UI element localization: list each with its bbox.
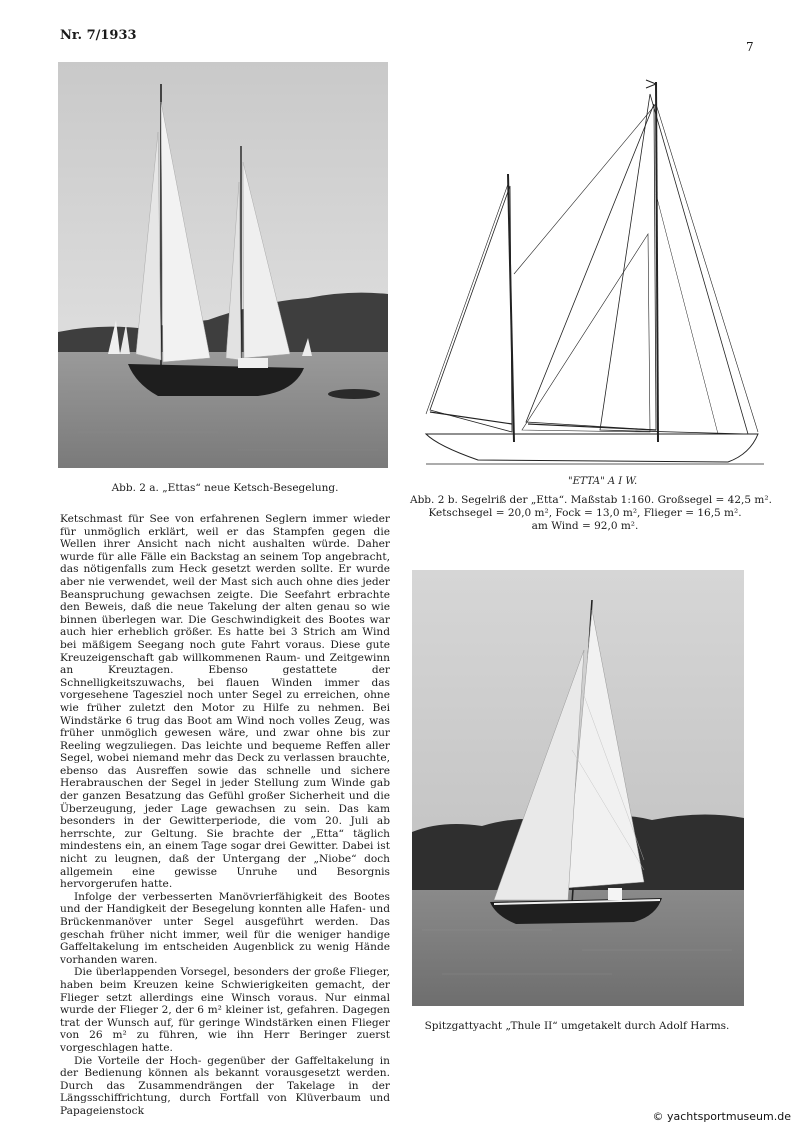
body-paragraph: Die überlappenden Vorsegel, besonders der große Flieger, haben beim Kreuzen keine Schwierigkeiten gemacht, der Flieger setzt allerdings eine Winsch voraus. Nur einmal wurde der Flieger 2, der 6 m² kleiner ist, gefahren. Dagegen trat der Wunsch auf, für geringe Windstärken einen Flieger von 26 m² zu führen, wie ihn Herr Beringer zuerst vorgeschlagen hatte. xyxy=(60,966,390,1054)
body-paragraph: Infolge der verbesserten Manövrierfähigkeit des Bootes und der Handigkeit der Besegelung konnten alle Hafen- und Brückenmanöver unter Segel ausgeführt werden. Das geschah früher nicht immer, weil für die weniger handige Gaffeltakelung im entscheiden Augenblick zu wenig Hände vorhanden waren. xyxy=(60,890,390,966)
page-number: 7 xyxy=(746,40,754,54)
figure-3-caption: Spitzgattyacht „Thule II“ umgetakelt durch Adolf Harms. xyxy=(424,1020,730,1032)
copyright-credit: © yachtsportmuseum.de xyxy=(652,1110,791,1123)
article-body xyxy=(60,513,390,1118)
sail-plan-drawing xyxy=(418,74,768,486)
thule-ii-yacht-photo xyxy=(412,570,744,1006)
figure-2b-caption xyxy=(410,494,772,533)
caption-line: Abb. 2 b. Segelriß der „Etta“. Maßstab 1:160. Großsegel = 42,5 m². xyxy=(410,494,772,506)
figure-2a-caption: Abb. 2 a. „Ettas“ neue Ketsch-Besegelung. xyxy=(111,482,339,494)
caption-line: Ketschsegel = 20,0 m², Fock = 13,0 m², Flieger = 16,5 m². xyxy=(428,507,742,519)
drawing-label: "ETTA" A I W. xyxy=(568,476,638,486)
caption-line: am Wind = 92,0 m². xyxy=(531,520,639,532)
body-paragraph: Die Vorteile der Hoch- gegenüber der Gaffeltakelung in der Bedienung können als bekannt vorausgesetzt werden. Durch das Zusammendrängen der Takelage in der Längsschiffrichtung, durch Fortfall von Klüverbaum und Papageienstock xyxy=(60,1054,390,1117)
ketch-sailboat-photo xyxy=(58,62,388,468)
body-paragraph: Ketschmast für See von erfahrenen Seglern immer wieder für unmöglich erklärt, weil er das Stampfen gegen die Wellen ihrer Ansicht nach nicht aushalten würde. Daher wurde für alle Fälle ein Backstag an seinem Top angebracht, das nötigenfalls zum Heck gesetzt werden sollte. Er wurde aber nie verwendet, weil der Mast sich auch ohne dies jeder Beanspruchung gewachsen zeigte. Die Seefahrt erbrachte den Beweis, daß die neue Takelung der alten genau so wie binnen überlegen war. Die Geschwindigkeit des Bootes war auch hier erheblich größer. Es hatte bei 3 Strich am Wind bei mäßigem Seegang noch gute Fahrt voraus. Diese gute Kreuzeigenschaft gab willkommenen Raum- und Zeitgewinn an Kreuztagen. Ebenso gestattete der Schnelligkeitszuwachs, bei flauen Winden immer das vorgesehene Tagesziel noch unter Segel zu erreichen, ohne wie früher zuletzt den Motor zu Hilfe zu nehmen. Bei Windstärke 6 trug das Boot am Wind noch volles Zeug, was früher unmöglich gewesen wäre, und zwar ohne bis zur Reeling wegzuliegen. Das leichte und bequeme Reffen aller Segel, wobei niemand mehr das Deck zu verlassen brauchte, ebenso das Ausreffen sowie das schnelle und sichere Herabrauschen der Segel in jeder Stellung zum Winde gab der ganzen Besatzung das Gefühl großer Sicherheit und die Überzeugung, jeder Lage gewachsen zu sein. Das kam besonders in der Gewitterperiode, die vom 20. Juli ab herrschte, zur Geltung. Sie brachte der „Etta“ täglich mindestens ein, an einem Tage sogar drei Gewitter. Dabei ist nicht zu leugnen, daß der Untergang der „Niobe“ doch allgemein eine gewisse Unruhe und Besorgnis hervorgerufen hatte. xyxy=(60,513,390,891)
issue-number: Nr. 7/1933 xyxy=(60,28,137,43)
